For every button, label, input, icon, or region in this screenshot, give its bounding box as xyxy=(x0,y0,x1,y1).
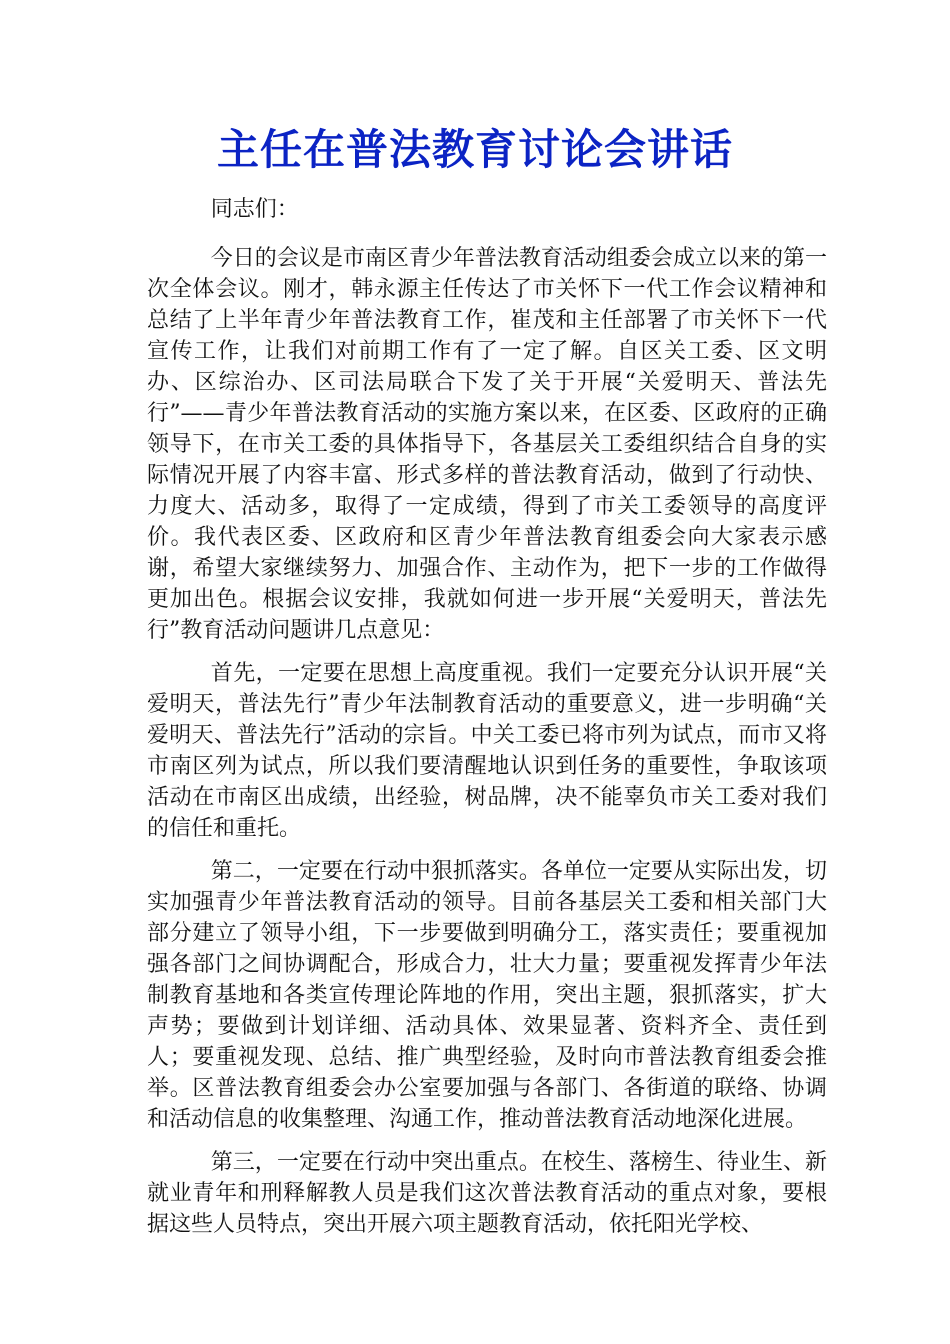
paragraph-third-point: 第三，一定要在行动中突出重点。在校生、落榜生、待业生、新就业青年和刑释解教人员是我们这次普法教育活动的重点对象，要根据这些人员特点，突出开展六项主题教育活动，依托阳光学校、 xyxy=(147,1150,827,1237)
paragraph-intro: 今日的会议是市南区青少年普法教育活动组委会成立以来的第一次全体会议。刚才，韩永源主任传达了市关怀下一代工作会议精神和总结了上半年青少年普法教育工作，崔茂和主任部署了市关怀下一代宣传工作，让我们对前期工作有了一定了解。自区关工委、区文明办、区综治办、区司法局联合下发了关于开展“关爱明天、普法先行”——青少年普法教育活动的实施方案以来，在区委、区政府的正确领导下，在市关工委的具体指导下，各基层关工委组织结合自身的实际情况开展了内容丰富、形式多样的普法教育活动，做到了行动快、力度大、活动多，取得了一定成绩，得到了市关工委领导的高度评价。我代表区委、区政府和区青少年普法教育组委会向大家表示感谢，希望大家继续努力、加强合作、主动作为，把下一步的工作做得更加出色。根据会议安排，我就如何进一步开展“关爱明天，普法先行”教育活动问题讲几点意见： xyxy=(147,246,827,643)
document-body xyxy=(147,194,827,1252)
document-title: 主任在普法教育讨论会讲话 xyxy=(216,125,733,174)
paragraph-first-point: 首先，一定要在思想上高度重视。我们一定要充分认识开展“关爱明天，普法先行”青少年法制教育活动的重要意义，进一步明确“关爱明天、普法先行”活动的宗旨。中关工委已将市列为试点，而市又将市南区列为试点，所以我们要清醒地认识到任务的重要性，争取该项活动在市南区出成绩，出经验，树品牌，决不能辜负市关工委对我们的信任和重托。 xyxy=(147,661,827,841)
paragraph-second-point: 第二，一定要在行动中狠抓落实。各单位一定要从实际出发，切实加强青少年普法教育活动的领导。目前各基层关工委和相关部门大部分建立了领导小组，下一步要做到明确分工，落实责任；要重视加强各部门之间协调配合，形成合力，壮大力量；要重视发挥青少年法制教育基地和各类宣传理论阵地的作用，突出主题，狠抓落实，扩大声势；要做到计划详细、活动具体、效果显著、资料齐全、责任到人；要重视发现、总结、推广典型经验，及时向市普法教育组委会推举。区普法教育组委会办公室要加强与各部门、各街道的联络、协调和活动信息的收集整理、沟通工作，推动普法教育活动地深化进展。 xyxy=(147,859,827,1132)
salutation: 同志们： xyxy=(210,197,299,222)
